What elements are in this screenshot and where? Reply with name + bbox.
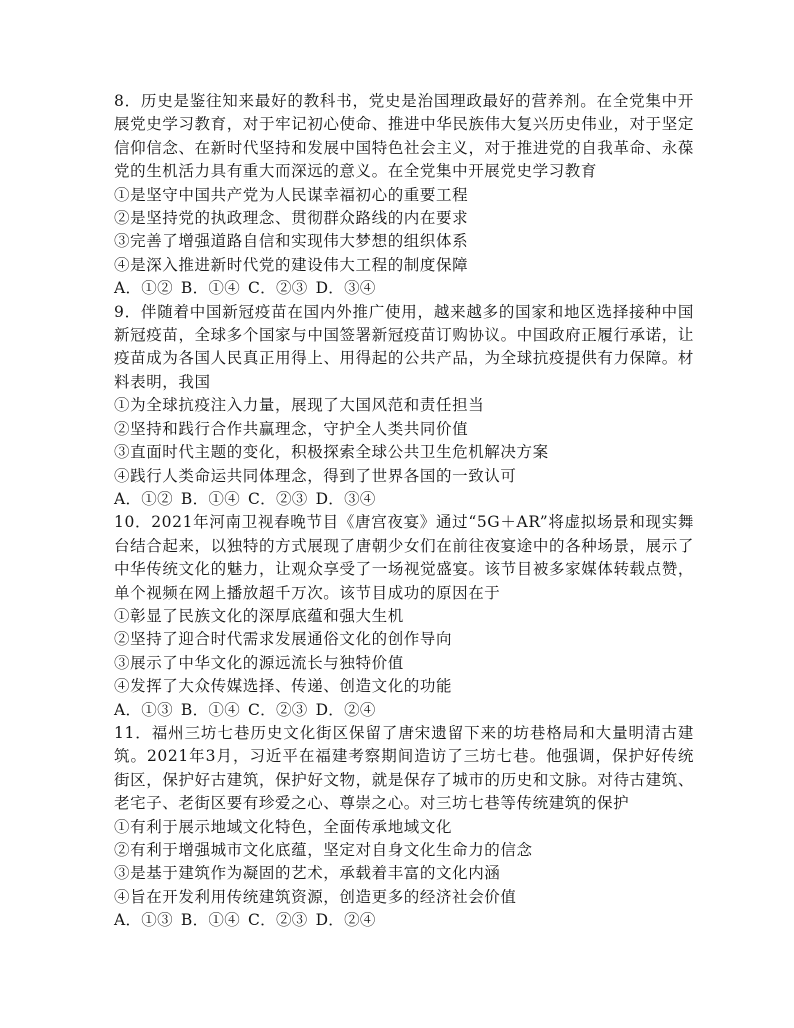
option-2: ②坚持和践行合作共赢理念，守护全人类共同价值 (114, 419, 469, 438)
choice-b: B．①④ (180, 489, 240, 508)
option-1: ①是坚守中国共产党为人民谋幸福初心的重要工程 (114, 185, 469, 204)
option-3: ③展示了中华文化的源远流长与独特价值 (114, 653, 404, 672)
choice-c: C．②③ (248, 279, 308, 298)
option-1: ①为全球抗疫注入力量，展现了大国风范和责任担当 (114, 396, 485, 415)
option-3: ③是基于建筑作为凝固的艺术，承载着丰富的文化内涵 (114, 864, 501, 883)
question-number: 8． (114, 92, 141, 110)
question-11 (114, 722, 694, 933)
question-text: 2021年河南卫视春晚节目《唐宫夜宴》通过“5G＋AR”将虚拟场景和现实舞台结合起来，以独特的方式展现了唐朝少女们在前往夜宴途中的各种场景，展示了中华传统文化的魅力，让观众享受了一场视觉盛宴。该节目被多家媒体转载点赞，单个视频在网上播放超千万次。该节目成功的原因在于 (114, 513, 694, 602)
question-stem (114, 90, 694, 184)
question-text: 福州三坊七巷历史文化街区保留了唐宋遗留下来的坊巷格局和大量明清古建筑。2021年3月，习近平在福建考察期间造访了三坊七巷。他强调，保护好传统街区，保护好古建筑，保护好文物，就是保存了城市的历史和文脉。对待古建筑、老宅子、老街区要有珍爱之心、尊崇之心。对三坊七巷等传统建筑的保护 (114, 723, 694, 813)
choice-c: C．②③ (248, 911, 308, 930)
choice-b: B．①④ (180, 700, 240, 719)
choice-a: A．①② (114, 489, 173, 508)
choice-a: A．①③ (114, 911, 173, 930)
answer-choices (114, 699, 694, 722)
question-10 (114, 511, 694, 722)
choice-d: D．③④ (315, 279, 376, 298)
question-9 (114, 301, 694, 512)
option-4: ④旨在开发利用传统建筑资源，创造更多的经济社会价值 (114, 887, 517, 906)
option-3: ③完善了增强道路自信和实现伟大梦想的组织体系 (114, 232, 469, 251)
option-1: ①彰显了民族文化的深厚底蕴和强大生机 (114, 606, 404, 625)
choice-d: D．③④ (315, 489, 376, 508)
choice-a: A．①② (114, 279, 173, 298)
option-2: ②是坚持党的执政理念、贯彻群众路线的内在要求 (114, 209, 469, 228)
choice-d: D．②④ (315, 700, 376, 719)
exam-document (114, 90, 694, 933)
choice-c: C．②③ (248, 489, 308, 508)
answer-choices (114, 909, 694, 932)
option-2: ②坚持了迎合时代需求发展通俗文化的创作导向 (114, 630, 453, 649)
choice-b: B．①④ (180, 279, 240, 298)
answer-choices (114, 488, 694, 511)
option-3: ③直面时代主题的变化，积极探索全球公共卫生危机解决方案 (114, 443, 549, 462)
question-number: 9． (114, 302, 141, 321)
choice-d: D．②④ (315, 911, 376, 930)
choice-b: B．①④ (180, 911, 240, 930)
question-stem (114, 722, 694, 816)
question-text: 伴随着中国新冠疫苗在国内外推广使用，越来越多的国家和地区选择接种中国新冠疫苗，全球多个国家与中国签署新冠疫苗订购协议。中国政府正履行承诺，让疫苗成为各国人民真正用得上、用得起的公共产品，为全球抗疫提供有力保障。材料表明，我国 (114, 302, 695, 391)
option-1: ①有利于展示地域文化特色，全面传承地域文化 (114, 817, 453, 836)
option-4: ④是深入推进新时代党的建设伟大工程的制度保障 (114, 255, 469, 274)
choice-a: A．①③ (114, 700, 173, 719)
option-4: ④发挥了大众传媒选择、传递、创造文化的功能 (114, 677, 453, 696)
question-8 (114, 90, 694, 301)
option-4: ④践行人类命运共同体理念，得到了世界各国的一致认可 (114, 466, 517, 485)
question-text: 历史是鉴往知来最好的教科书，党史是治国理政最好的营养剂。在全党集中开展党史学习教育，对于牢记初心使命、推进中华民族伟大复兴历史伟业，对于坚定信仰信念、在新时代坚持和发展中国特色社会主义，对于推进党的自我革命、永葆党的生机活力具有重大而深远的意义。在全党集中开展党史学习教育 (114, 92, 695, 181)
option-2: ②有利于增强城市文化底蕴，坚定对自身文化生命力的信念 (114, 841, 533, 859)
answer-choices (114, 277, 694, 300)
question-stem (114, 511, 694, 605)
choice-c: C．②③ (248, 700, 308, 719)
question-stem (114, 301, 694, 395)
question-number: 11． (114, 723, 152, 742)
question-number: 10． (114, 513, 152, 532)
